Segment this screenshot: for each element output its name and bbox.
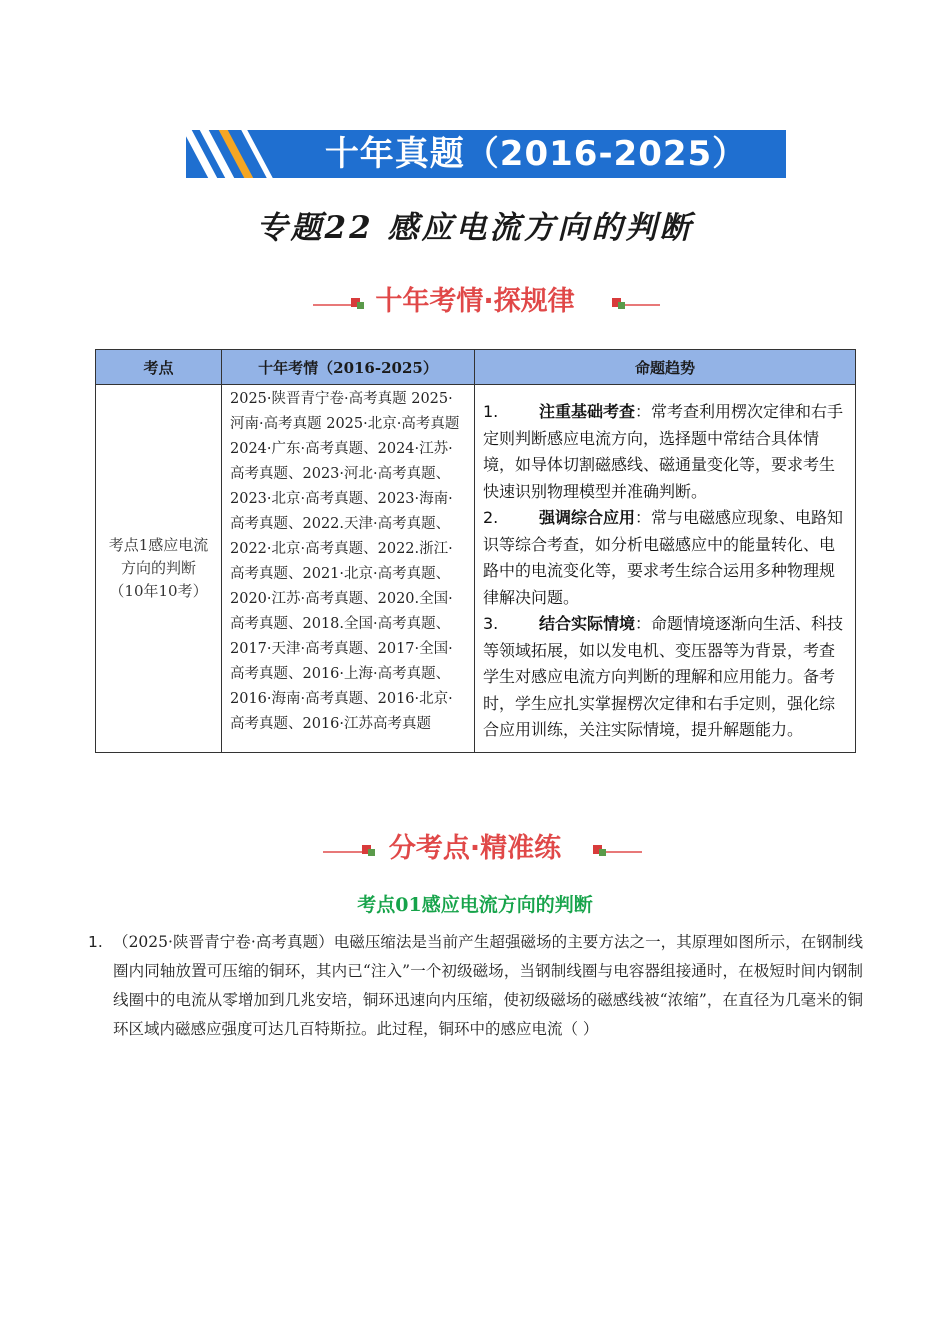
document-title: 专题22 感应电流方向的判断 bbox=[256, 210, 694, 246]
trend-number: 1. bbox=[483, 402, 499, 421]
trend-label: 结合实际情境 bbox=[539, 614, 636, 633]
kaodian-title: 考点01感应电流方向的判断 bbox=[357, 894, 593, 916]
header-banner bbox=[186, 130, 786, 178]
section-heading-practice bbox=[0, 829, 950, 869]
table-header-row bbox=[96, 350, 856, 385]
question-1 bbox=[88, 928, 863, 1044]
trend-number: 3. bbox=[483, 614, 499, 633]
trend-label: 注重基础考查 bbox=[539, 402, 636, 421]
trend-table bbox=[95, 349, 856, 753]
section-title: 十年考情·探规律 bbox=[375, 286, 575, 317]
trend-text: ：命题情境逐渐向生活、科技等领域拓展，如以发电机、变压器等为背景，考查学生对感应电流方向判断的理解和应用能力。备考时，学生应扎实掌握楞次定律和右手定则，强化综合应用训练，关注实际情境，提升解题能力。 bbox=[483, 614, 844, 739]
question-number: 1. bbox=[88, 933, 103, 951]
trend-number: 2. bbox=[483, 508, 499, 527]
trend-cell bbox=[475, 385, 856, 753]
history-cell: 2025·陕晋青宁卷·高考真题 2025·河南·高考真题 2025·北京·高考真题 2024·广东·高考真题、2024·江苏·高考真题、2023·河北·高考真题、2023·北京·高考真题、2023·海南·高考真题、2022.天津·高考真题、2022·北京·高考真题、2022.浙江·高考真题、2021·北京·高考真题、2020·江苏·高考真题、2020.全国·高考真题、2018.全国·高考真题、2017·天津·高考真题、2017·全国·高考真题、2016·上海·高考真题、2016·海南·高考真题、2016·北京·高考真题、2016·江苏高考真题 bbox=[222, 385, 475, 753]
header-history: 十年考情（2016-2025） bbox=[222, 350, 475, 385]
trend-text: ：常与电磁感应现象、电路知识等综合考查，如分析电磁感应中的能量转化、电路中的电流变化等，要求考生综合运用多种物理规律解决问题。 bbox=[483, 508, 844, 607]
table-row bbox=[96, 385, 856, 753]
section-title: 分考点·精准练 bbox=[388, 833, 562, 864]
header-topic: 考点 bbox=[96, 350, 222, 385]
banner-title: 十年真题（2016-2025） bbox=[324, 134, 748, 174]
topic-cell: 考点1感应电流方向的判断（10年10考） bbox=[96, 385, 222, 753]
trend-text: ：常考查利用楞次定律和右手定则判断感应电流方向，选择题中常结合具体情境，如导体切割磁感线、磁通量变化等，要求考生快速识别物理模型并准确判断。 bbox=[483, 402, 844, 501]
header-trend: 命题趋势 bbox=[475, 350, 856, 385]
trend-item bbox=[483, 505, 847, 611]
section-heading-trends bbox=[0, 282, 950, 322]
trend-label: 强调综合应用 bbox=[539, 508, 636, 527]
question-text: （2025·陕晋青宁卷·高考真题）电磁压缩法是当前产生超强磁场的主要方法之一，其原理如图所示，在钢制线圈内同轴放置可压缩的铜环，其内已“注入”一个初级磁场，当钢制线圈与电容器组接通时，在极短时间内钢制线圈中的电流从零增加到几兆安培，铜环迅速向内压缩，使初级磁场的磁感线被“浓缩”，在直径为几毫米的铜环区域内磁感应强度可达几百特斯拉。此过程，铜环中的感应电流（ ） bbox=[113, 933, 863, 1038]
trend-item bbox=[483, 611, 847, 744]
trend-item bbox=[483, 399, 847, 505]
